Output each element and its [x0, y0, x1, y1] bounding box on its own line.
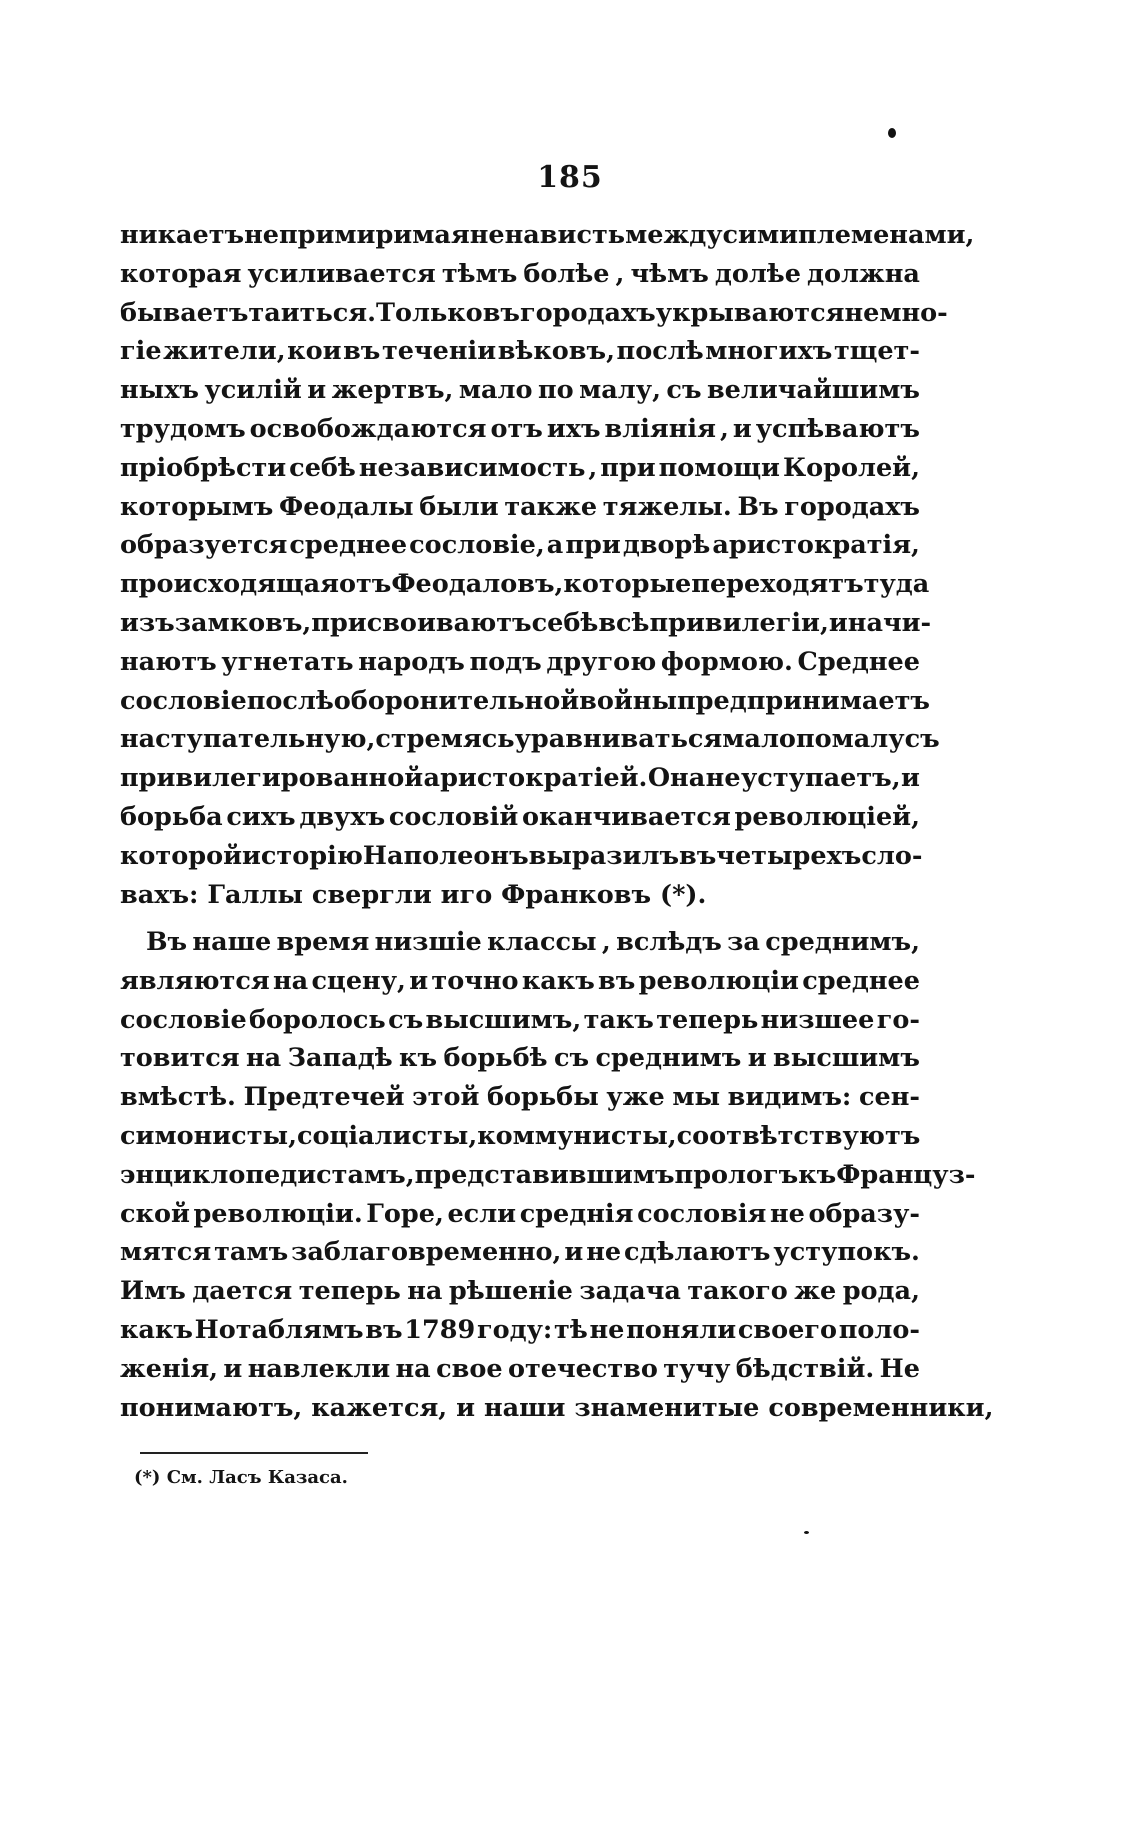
word: борьбы	[487, 1082, 599, 1113]
word: сцену,	[311, 965, 406, 996]
word: должна	[807, 258, 920, 289]
text-line	[120, 1039, 920, 1078]
word: Среднее	[797, 646, 920, 677]
word: среднее	[802, 965, 920, 996]
word: представившимъ	[414, 1159, 675, 1190]
word: ныхъ	[120, 375, 199, 406]
word: выразилъ	[528, 840, 680, 871]
word: предпринимаетъ	[677, 685, 930, 716]
word: среднимъ,	[765, 927, 920, 957]
word: боролось	[249, 1004, 386, 1035]
word: среднимъ	[595, 1043, 742, 1074]
word: кажется,	[311, 1392, 448, 1423]
word: 1789	[404, 1314, 476, 1345]
word: тѣ	[554, 1314, 588, 1345]
word: помощи	[658, 452, 780, 483]
word: классы	[487, 927, 597, 957]
word: мало	[458, 375, 533, 406]
word: по	[537, 375, 574, 406]
word: товится	[120, 1043, 240, 1074]
text-line	[120, 643, 920, 682]
text-line	[120, 488, 920, 527]
word: Королей,	[782, 452, 920, 483]
word: не	[769, 1198, 805, 1229]
text-line	[120, 410, 920, 449]
word: борьба	[120, 801, 223, 832]
word: замковъ,	[174, 607, 312, 638]
word: всѣ	[598, 607, 650, 638]
word: сло-	[861, 840, 923, 871]
word: съ	[388, 1004, 424, 1035]
word: Феодаловъ,	[391, 569, 564, 600]
text-line	[120, 332, 920, 371]
word: такого	[687, 1276, 788, 1307]
word: теченіи	[381, 336, 497, 367]
word: къ	[399, 1043, 438, 1074]
word: время	[276, 927, 370, 957]
word: въ	[598, 965, 636, 996]
word: при	[600, 452, 656, 483]
word: образу-	[808, 1198, 920, 1229]
page-number: 185	[537, 160, 603, 195]
footnote: (*) См. Ласъ Казаса.	[134, 1467, 348, 1488]
word: навлекли	[247, 1353, 391, 1384]
word: отъ	[338, 569, 392, 600]
word: этой	[412, 1082, 480, 1113]
word: ,	[601, 927, 611, 957]
word: Не	[879, 1353, 920, 1384]
word: которымъ	[120, 491, 274, 522]
word: рода,	[842, 1276, 920, 1307]
word: революціи.	[193, 1198, 363, 1229]
word: какъ	[521, 965, 595, 996]
word: на	[407, 1276, 443, 1307]
word: борьбѣ	[443, 1043, 548, 1074]
word: Западѣ	[287, 1043, 393, 1074]
word: въ	[343, 336, 381, 367]
word: не	[586, 1237, 622, 1268]
word: сдѣлаютъ	[624, 1237, 771, 1268]
word: въ	[679, 840, 717, 871]
footnote-divider	[140, 1452, 368, 1454]
word: и	[456, 1392, 476, 1423]
text-line	[120, 876, 920, 915]
word: многихъ	[705, 336, 833, 367]
word: происходящая	[120, 569, 339, 600]
word: и	[828, 607, 848, 638]
word: аристократія,	[712, 530, 920, 561]
word: четырехъ	[716, 840, 862, 871]
word: мятся	[120, 1237, 212, 1268]
word: привилегіи,	[649, 607, 829, 638]
text-line	[120, 1078, 920, 1117]
ink-speck	[888, 128, 896, 138]
word: Феодалы	[279, 491, 414, 522]
word: присвоиваютъ	[311, 607, 532, 638]
word: малу,	[579, 375, 661, 406]
word: ненависть	[469, 220, 626, 250]
word: году:	[476, 1314, 553, 1345]
word: не	[705, 763, 741, 794]
word: мы	[672, 1082, 721, 1113]
word: уже	[606, 1082, 665, 1113]
word: и	[223, 1353, 243, 1384]
word: низшіе	[374, 927, 482, 957]
word: болѣе	[523, 258, 610, 289]
word: угнетать	[221, 646, 354, 677]
word: никаетъ	[120, 220, 245, 250]
paragraph-2	[120, 923, 994, 1427]
word: городахъ	[784, 491, 920, 522]
text-line	[120, 255, 920, 294]
word: и	[307, 375, 327, 406]
word: (*).	[660, 879, 707, 910]
word: свое	[436, 1353, 503, 1384]
word: стремясь	[375, 724, 515, 755]
word: высшимъ,	[425, 1004, 582, 1035]
word: своего	[737, 1314, 837, 1345]
word: наше	[192, 927, 272, 957]
word: энциклопедистамъ,	[120, 1159, 415, 1190]
word: понимаютъ,	[120, 1392, 303, 1423]
word: Нотаблямъ	[194, 1314, 364, 1345]
word: тамъ	[214, 1237, 289, 1268]
word: Въ	[737, 491, 779, 522]
word: Она	[647, 763, 706, 794]
word: ,	[615, 258, 625, 289]
word: Франковъ	[501, 879, 652, 910]
word: между	[625, 220, 723, 250]
text-line	[120, 294, 948, 333]
word: тучу	[663, 1353, 731, 1384]
word: исторію	[241, 840, 363, 871]
word: на	[395, 1353, 431, 1384]
word: сословіе	[120, 1004, 247, 1035]
word: сими	[722, 220, 799, 250]
word: въ	[482, 297, 520, 328]
word: Только	[376, 297, 483, 328]
word: же	[794, 1276, 837, 1307]
word: ,	[468, 1120, 478, 1151]
text-line	[120, 565, 930, 604]
word: привилегированной	[120, 763, 424, 794]
text-line	[120, 371, 920, 410]
word: оборонительной	[333, 685, 580, 716]
text-line	[120, 798, 920, 837]
word: вахъ:	[120, 879, 199, 910]
word: знаменитые	[574, 1392, 760, 1423]
word: кои	[287, 336, 342, 367]
word: поло-	[838, 1314, 920, 1345]
word: малу	[831, 724, 905, 755]
word: при	[565, 530, 621, 561]
word: низшее	[760, 1004, 875, 1035]
word: наши	[483, 1392, 566, 1423]
ink-speck	[804, 1531, 809, 1534]
word: свергли	[311, 879, 432, 910]
word: которая	[120, 258, 242, 289]
word: жертвъ,	[331, 375, 454, 406]
word: уступаетъ,	[740, 763, 901, 794]
word: теперь	[656, 1004, 759, 1035]
word: являются	[120, 965, 270, 996]
word: Предтечей	[243, 1082, 405, 1113]
word: укрываются	[655, 297, 845, 328]
word: дворѣ	[622, 530, 711, 561]
word: такъ	[583, 1004, 654, 1035]
word: аристократіей.	[423, 763, 648, 794]
word: таиться.	[248, 297, 376, 328]
word: по	[795, 724, 832, 755]
word: бываетъ	[120, 297, 249, 328]
text-line	[120, 1389, 994, 1428]
word: высшимъ	[773, 1043, 920, 1074]
text-line	[120, 1156, 976, 1195]
text-line	[120, 1311, 920, 1350]
text-line	[120, 923, 920, 962]
word: рѣшеніе	[448, 1276, 573, 1307]
word: тѣмъ	[441, 258, 518, 289]
word: на	[272, 965, 309, 996]
word: вмѣстѣ.	[120, 1082, 236, 1113]
word: послѣ	[616, 336, 704, 367]
word: вліянія	[604, 413, 716, 444]
word: другою	[546, 646, 657, 677]
word: сословія	[637, 1198, 767, 1229]
word: сихъ	[226, 801, 296, 832]
word: и	[747, 1043, 767, 1074]
word: усилій	[204, 375, 302, 406]
word: были	[419, 491, 499, 522]
word: Наполеонъ	[362, 840, 529, 871]
word: какъ	[120, 1314, 193, 1345]
word: изъ	[120, 607, 175, 638]
word: не	[589, 1314, 625, 1345]
word: видимъ:	[727, 1082, 852, 1113]
word: успѣваютъ	[755, 413, 920, 444]
word: долѣе	[714, 258, 801, 289]
word: симонисты	[120, 1120, 289, 1151]
word: и	[732, 413, 752, 444]
word: прологъ	[674, 1159, 799, 1190]
word: съ	[553, 1043, 590, 1074]
word: образуется	[120, 530, 288, 561]
word: вѣковъ,	[497, 336, 615, 367]
word: теперь	[298, 1276, 401, 1307]
word: народъ	[358, 646, 465, 677]
word: наступательную,	[120, 724, 376, 755]
word: ,	[288, 1120, 297, 1151]
word: непримиримая	[244, 220, 470, 250]
word: сословіе,	[409, 530, 545, 561]
word: бѣдствій.	[735, 1353, 875, 1384]
word: чѣмъ	[630, 258, 709, 289]
word: которой	[120, 840, 242, 871]
word: революціи	[638, 965, 799, 996]
word: гіе	[120, 336, 162, 367]
word: въ	[365, 1314, 403, 1345]
word: сословіе	[120, 685, 247, 716]
word: мало	[722, 724, 796, 755]
word: Въ	[146, 927, 188, 957]
word: уравниваться	[514, 724, 723, 755]
word: дается	[192, 1276, 293, 1307]
word: ,	[588, 452, 598, 483]
word: городахъ	[519, 297, 656, 328]
word: за	[727, 927, 760, 957]
word: подъ	[469, 646, 542, 677]
word: задача	[579, 1276, 681, 1307]
text-line	[120, 759, 920, 798]
text-line	[120, 962, 920, 1001]
word: съ	[666, 375, 702, 406]
word: также	[504, 491, 598, 522]
word: и	[901, 763, 920, 794]
word: войны	[579, 685, 678, 716]
word: заблаговременно,	[291, 1237, 562, 1268]
word: съ	[904, 724, 940, 755]
word: уступокъ.	[773, 1237, 920, 1268]
word: среднія	[519, 1198, 634, 1229]
word: двухъ	[299, 801, 386, 832]
word: если	[447, 1198, 517, 1229]
word: поняли	[626, 1314, 737, 1345]
word: на	[246, 1043, 282, 1074]
text-line	[120, 1001, 920, 1040]
word: иго	[440, 879, 493, 910]
word: оканчивается	[521, 801, 731, 832]
word: и	[564, 1237, 584, 1268]
word: революціей,	[734, 801, 920, 832]
word: и	[409, 965, 429, 996]
word: которые	[563, 569, 692, 600]
text-line	[120, 1117, 920, 1156]
word: себѣ	[289, 452, 356, 483]
word: трудомъ	[120, 413, 246, 444]
word: ской	[120, 1198, 190, 1229]
text-line	[120, 604, 932, 643]
word: себѣ	[531, 607, 599, 638]
text-line	[120, 720, 940, 759]
word: жители,	[163, 336, 286, 367]
word: пріобрѣсти	[120, 452, 287, 483]
word: соціалисты	[296, 1120, 469, 1151]
word: ,	[667, 1120, 677, 1151]
word: послѣ	[246, 685, 334, 716]
word: тщет-	[833, 336, 920, 367]
word: начи-	[847, 607, 932, 638]
text-line	[120, 216, 975, 255]
word: тяжелы.	[602, 491, 732, 522]
word: точно	[431, 965, 519, 996]
word: къ	[798, 1159, 837, 1190]
word: ,	[719, 413, 729, 444]
word: независимость	[358, 452, 586, 483]
word: среднее	[289, 530, 408, 561]
word: Француз-	[836, 1159, 976, 1190]
text-line	[120, 837, 923, 876]
word: отъ	[490, 413, 543, 444]
text-line	[120, 449, 920, 488]
word: соотвѣтствуютъ	[676, 1120, 921, 1151]
text-line	[120, 1272, 920, 1311]
word: женія,	[120, 1353, 219, 1384]
word: вслѣдъ	[616, 927, 722, 957]
word: наютъ	[120, 646, 217, 677]
paragraph-1	[120, 216, 975, 914]
word: Имъ	[120, 1276, 186, 1307]
word: сен-	[858, 1082, 920, 1113]
word: племенами,	[798, 220, 975, 250]
word: ихъ	[546, 413, 601, 444]
word: современники,	[768, 1392, 994, 1423]
word: переходятъ	[691, 569, 864, 600]
word: формою.	[660, 646, 793, 677]
word: Галлы	[207, 879, 303, 910]
word: немно-	[844, 297, 948, 328]
word: Горе,	[366, 1198, 444, 1229]
text-line	[120, 1350, 920, 1389]
word: сословій	[388, 801, 519, 832]
word: а	[546, 530, 564, 561]
text-line	[120, 526, 920, 565]
text-line	[120, 682, 930, 721]
text-line	[120, 1195, 920, 1234]
word: туда	[863, 569, 930, 600]
word: величайшимъ	[706, 375, 920, 406]
word: освобождаются	[249, 413, 487, 444]
word: усиливается	[247, 258, 436, 289]
word: го-	[876, 1004, 920, 1035]
word: отечество	[507, 1353, 658, 1384]
word: коммунисты	[477, 1120, 668, 1151]
text-line	[120, 1233, 920, 1272]
